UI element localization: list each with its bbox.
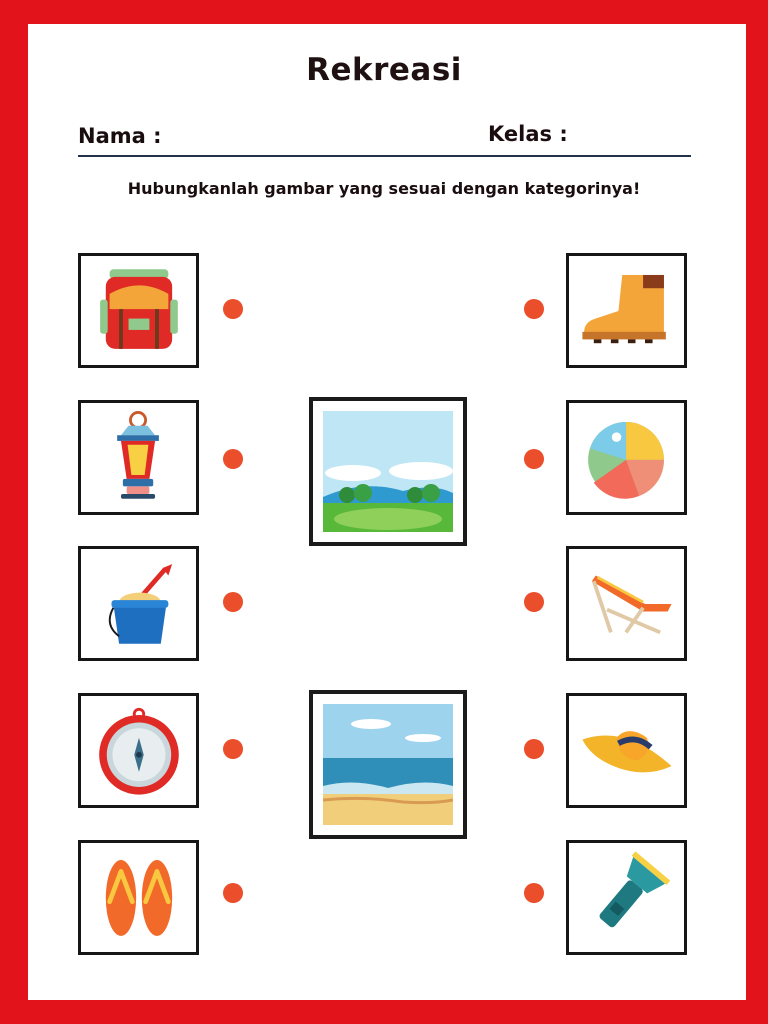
category-beach <box>309 690 467 839</box>
left-item-backpack <box>78 253 199 368</box>
right-item-flashlight <box>566 840 687 955</box>
name-label: Nama : <box>78 124 162 148</box>
left-dot-4[interactable] <box>223 739 243 759</box>
right-item-beach-ball <box>566 400 687 515</box>
right-item-beach-chair <box>566 546 687 661</box>
right-dot-5[interactable] <box>524 883 544 903</box>
beach-chair-icon <box>569 549 684 658</box>
right-item-sun-hat <box>566 693 687 808</box>
flashlight-icon <box>569 843 684 952</box>
left-dot-3[interactable] <box>223 592 243 612</box>
category-mountain <box>309 397 467 546</box>
lantern-icon <box>81 403 196 512</box>
hiking-boot-icon <box>569 256 684 365</box>
sand-bucket-icon <box>81 549 196 658</box>
right-dot-2[interactable] <box>524 449 544 469</box>
right-dot-4[interactable] <box>524 739 544 759</box>
beach-ball-icon <box>569 403 684 512</box>
right-item-hiking-boot <box>566 253 687 368</box>
left-dot-2[interactable] <box>223 449 243 469</box>
left-item-sand-bucket <box>78 546 199 661</box>
beach-scene-image <box>323 704 453 825</box>
compass-icon <box>81 696 196 805</box>
right-dot-3[interactable] <box>524 592 544 612</box>
instruction-text: Hubungkanlah gambar yang sesuai dengan kategorinya! <box>127 179 641 198</box>
left-item-compass <box>78 693 199 808</box>
right-dot-1[interactable] <box>524 299 544 319</box>
left-item-flip-flops <box>78 840 199 955</box>
sun-hat-icon <box>569 696 684 805</box>
mountain-scene-image <box>323 411 453 532</box>
left-item-lantern <box>78 400 199 515</box>
flip-flops-icon <box>81 843 196 952</box>
class-label: Kelas : <box>488 122 568 146</box>
left-dot-1[interactable] <box>223 299 243 319</box>
left-dot-5[interactable] <box>223 883 243 903</box>
name-underline <box>78 155 691 157</box>
backpack-icon <box>81 256 196 365</box>
worksheet-title: Rekreasi <box>306 52 462 88</box>
